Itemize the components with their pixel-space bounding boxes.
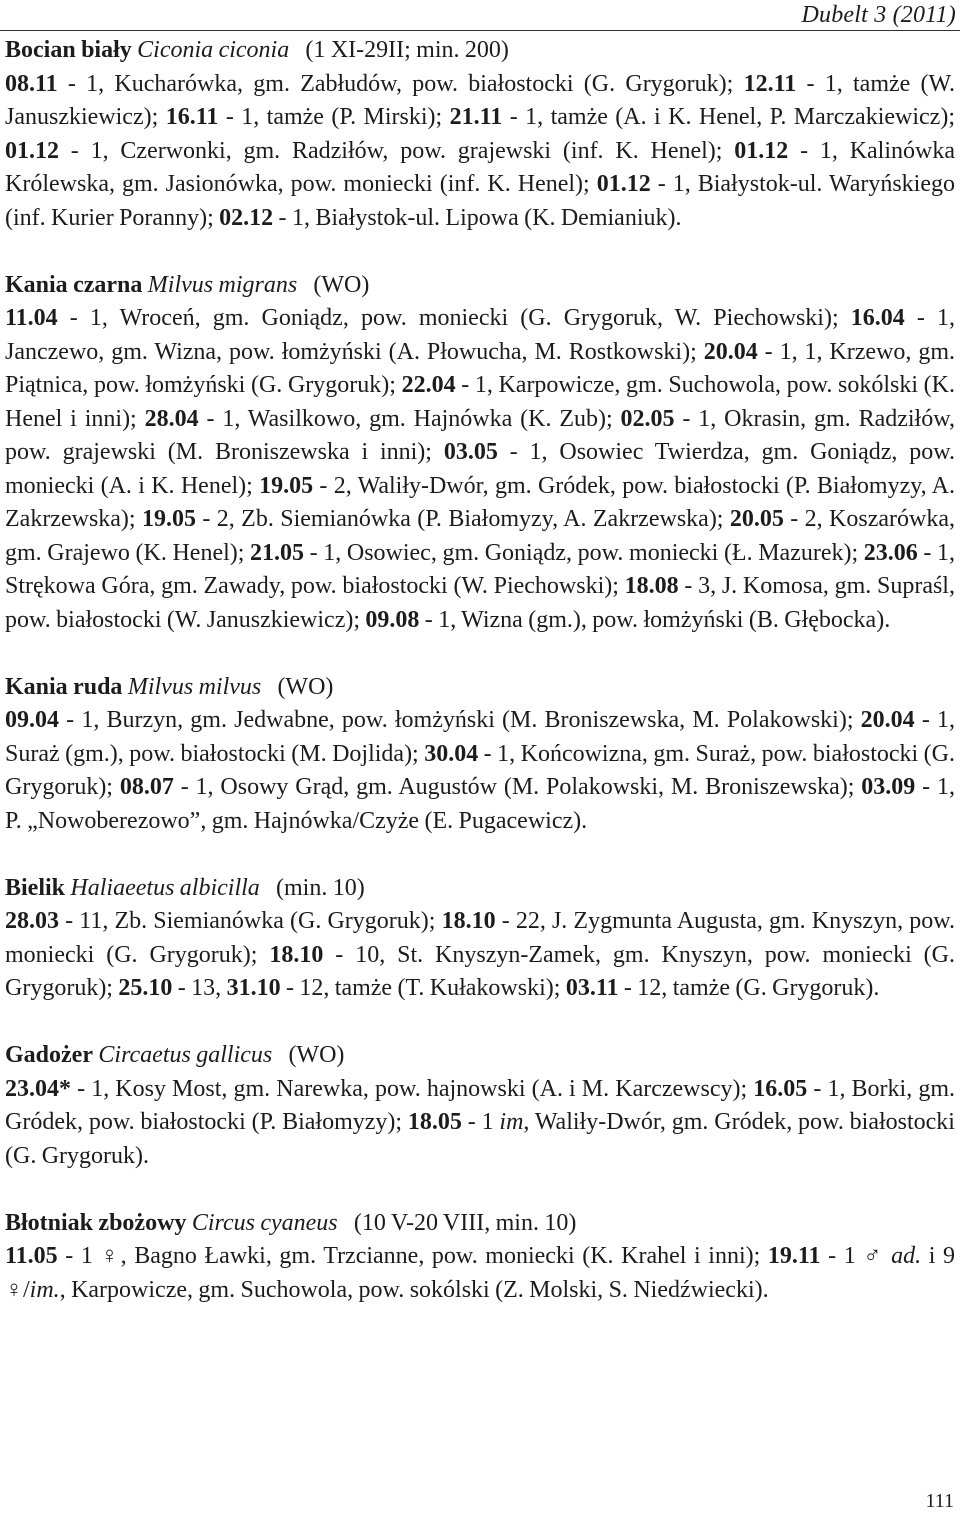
species-records: 11.04 - 1, Wroceń, gm. Goniądz, pow. moniecki (G. Grygoruk, W. Piechowski); 16.04 - 1, Janczewo, gm. Wizna, pow. łomżyński (A. Płowucha, M. Rostkowski); 20.04 - 1, 1, Krzewo, gm. Piątnica, pow. łomżyński (G. Grygoruk); 22.04 - 1, Karpowicze, gm. Suchowola, pow. sokólski (K. Henel i inni); 28.04 - 1, Wasilkowo, gm. Hajnówka (K. Zub); 02.05 - 1, Okrasin, gm. Radziłów, pow. grajewski (M. Broniszewska i inni); 03.05 - 1, Osowiec Twierdza, gm. Goniądz, pow. moniecki (A. i K. Henel); 19.05 - 2, Waliły-Dwór, gm. Gródek, pow. białostocki (P. Białomyzy, A. Zakrzewska); 19.05 - 2, Zb. Siemianówka (P. Białomyzy, A. Zakrzewska); 20.05 - 2, Koszarówka, gm. Grajewo (K. Henel); 21.05 - 1, Osowiec, gm. Goniądz, pow. moniecki (Ł. Mazurek); 23.06 - 1, Strękowa Góra, gm. Zawady, pow. białostocki (W. Piechowski); 18.08 - 3, J. Komosa, gm. Supraśl, pow. białostocki (W. Januszkiewicz); 09.08 - 1, Wizna (gm.), pow. łomżyński (B. Głębocka). bbox=[5, 305, 955, 633]
species-entry bbox=[5, 671, 955, 839]
species-name-latin: Circaetus gallicus bbox=[98, 1042, 273, 1068]
species-note: (WO) bbox=[288, 1042, 345, 1068]
species-name-polish: Kania czarna bbox=[5, 271, 143, 298]
page-number: 111 bbox=[925, 1490, 954, 1512]
species-heading bbox=[5, 34, 955, 68]
species-note: (min. 10) bbox=[276, 874, 365, 901]
species-note: (WO) bbox=[313, 271, 370, 298]
running-header bbox=[0, 0, 960, 33]
page-body bbox=[5, 34, 955, 1341]
species-note: (WO) bbox=[277, 673, 334, 700]
species-name-polish: Bielik bbox=[5, 874, 66, 901]
species-records: 23.04* - 1, Kosy Most, gm. Narewka, pow. hajnowski (A. i M. Karczewscy); 16.05 - 1, Borki, gm. Gródek, pow. białostocki (P. Białomyzy); 18.05 - 1 im, Waliły-Dwór, gm. Gródek, pow. białostocki (G. Grygoruk). bbox=[5, 1075, 955, 1169]
species-note: (1 XI-29II; min. 200) bbox=[305, 37, 509, 63]
species-entry bbox=[5, 1207, 955, 1308]
species-name-polish: Kania ruda bbox=[5, 673, 123, 700]
species-records: 09.04 - 1, Burzyn, gm. Jedwabne, pow. łomżyński (M. Broniszewska, M. Polakowski); 20.04 - 1, Suraż (gm.), pow. białostocki (M. Dojlida); 30.04 - 1, Końcowizna, gm. Suraż, pow. białostocki (G. Grygoruk); 08.07 - 1, Osowy Grąd, gm. Augustów (M. Polakowski, M. Broniszewska); 03.09 - 1, P. „Nowoberezowo”, gm. Hajnówka/Czyże (E. Pugacewicz). bbox=[5, 707, 955, 834]
species-records: 11.05 - 1 ♀, Bagno Ławki, gm. Trzcianne, pow. moniecki (K. Krahel i inni); 19.11 - 1 ♂ ad. i 9 ♀/im., Karpowicze, gm. Suchowola, pow. sokólski (Z. Molski, S. Niedźwiecki). bbox=[5, 1243, 955, 1303]
species-name-polish: Gadożer bbox=[5, 1042, 93, 1068]
species-heading bbox=[5, 671, 955, 705]
species-records: 08.11 - 1, Kucharówka, gm. Zabłudów, pow. białostocki (G. Grygoruk); 12.11 - 1, tamże (W. Januszkiewicz); 16.11 - 1, tamże (P. Mirski); 21.11 - 1, tamże (A. i K. Henel, P. Marczakiewicz); 01.12 - 1, Czerwonki, gm. Radziłów, pow. grajewski (inf. K. Henel); 01.12 - 1, Kalinówka Królewska, gm. Jasionówka, pow. moniecki (inf. K. Henel); 01.12 - 1, Białystok-ul. Waryńskiego (inf. Kurier Poranny); 02.12 - 1, Białystok-ul. Lipowa (K. Demianiuk). bbox=[5, 70, 956, 231]
species-entry bbox=[5, 1039, 955, 1173]
species-heading bbox=[5, 1039, 955, 1073]
species-heading bbox=[5, 269, 955, 303]
species-name-latin: Haliaeetus albicilla bbox=[70, 874, 260, 901]
journal-title: Dubelt 3 (2011) bbox=[801, 2, 956, 28]
species-entry bbox=[5, 872, 955, 1006]
species-name-latin: Ciconia ciconia bbox=[137, 37, 290, 63]
species-entry bbox=[5, 34, 955, 235]
species-heading bbox=[5, 1207, 955, 1241]
species-heading bbox=[5, 872, 955, 906]
species-name-latin: Circus cyaneus bbox=[191, 1209, 338, 1236]
species-name-polish: Bocian biały bbox=[5, 37, 132, 63]
species-name-polish: Błotniak zbożowy bbox=[5, 1209, 187, 1236]
header-rule bbox=[0, 30, 960, 31]
species-note: (10 V-20 VIII, min. 10) bbox=[353, 1209, 577, 1236]
species-name-latin: Milvus milvus bbox=[127, 673, 262, 700]
species-records: 28.03 - 11, Zb. Siemianówka (G. Grygoruk); 18.10 - 22, J. Zygmunta Augusta, gm. Knyszyn, pow. moniecki (G. Grygoruk); 18.10 - 10, St. Knyszyn-Zamek, gm. Knyszyn, pow. moniecki (G. Grygoruk); 25.10 - 13, 31.10 - 12, tamże (T. Kułakowski); 03.11 - 12, tamże (G. Grygoruk). bbox=[5, 908, 955, 1001]
species-entry bbox=[5, 269, 955, 638]
species-name-latin: Milvus migrans bbox=[147, 271, 298, 298]
